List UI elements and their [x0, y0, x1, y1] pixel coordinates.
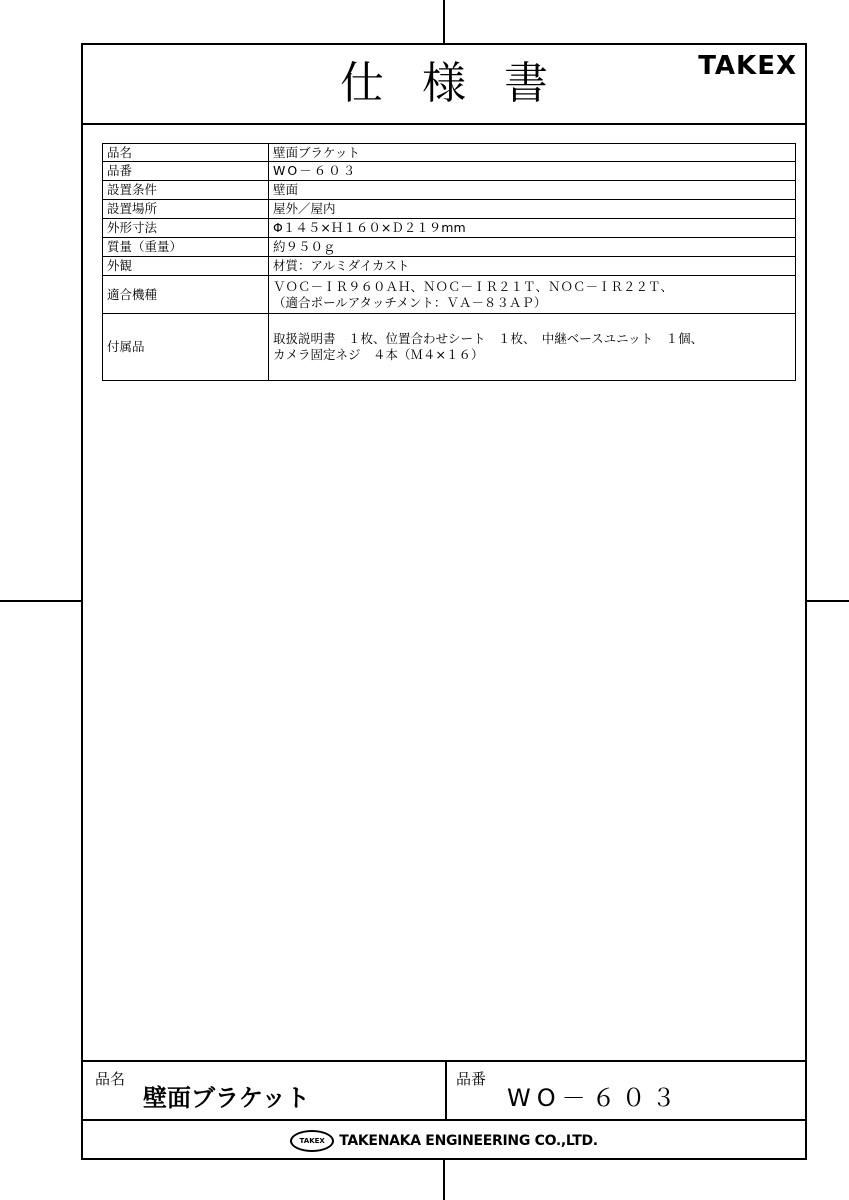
- title-block: [83, 1060, 805, 1121]
- table-row: [103, 200, 796, 219]
- title-block-divider: [445, 1062, 447, 1119]
- spec-key: 外形寸法: [103, 219, 269, 238]
- spec-value: Φ１４５×Ｈ１６０×Ｄ２１９mm: [269, 219, 796, 238]
- spec-key: 品番: [103, 162, 269, 181]
- document-title: 仕 様 書: [340, 58, 560, 109]
- product-number-value: WO－６０３: [507, 1084, 682, 1112]
- spec-table: [102, 143, 796, 381]
- spec-value: ＶＯＣ－ＩＲ９６０ＡＨ、ＮＯＣ－ＩＲ２１Ｔ、ＮＯＣ－ＩＲ２２Ｔ、 （適合ポールアタッチメント：ＶＡ－８３ＡＰ）: [269, 276, 796, 314]
- table-row: [103, 162, 796, 181]
- company-footer: [83, 1121, 805, 1160]
- spec-value: 壁面: [269, 181, 796, 200]
- table-row: [103, 219, 796, 238]
- title-band: [83, 45, 805, 125]
- spec-value: 材質：アルミダイカスト: [269, 257, 796, 276]
- table-row: [103, 144, 796, 162]
- spec-key: 質量（重量）: [103, 238, 269, 257]
- spec-value: 屋外／屋内: [269, 200, 796, 219]
- crop-mark-right: [807, 600, 849, 602]
- crop-mark-top: [443, 0, 445, 43]
- product-number-label: 品番: [456, 1070, 487, 1088]
- spec-value: WO－６０３: [269, 162, 796, 181]
- document-frame: [81, 43, 807, 1160]
- table-row: [103, 314, 796, 381]
- spec-key: 外観: [103, 257, 269, 276]
- spec-value: 取扱説明書 １枚、位置合わせシート １枚、 中継ベースユニット １個、 カメラ固定ネジ ４本（Ｍ４×１６）: [269, 314, 796, 381]
- brand-logo: TAKEX: [698, 51, 797, 81]
- spec-key: 適合機種: [103, 276, 269, 314]
- spec-value: 壁面ブラケット: [269, 144, 796, 162]
- product-name-value: 壁面ブラケット: [143, 1084, 310, 1112]
- company-name: TAKENAKA ENGINEERING CO.,LTD.: [339, 1132, 598, 1149]
- spec-key: 設置場所: [103, 200, 269, 219]
- table-row: [103, 276, 796, 314]
- crop-mark-bottom: [443, 1160, 445, 1200]
- spec-key: 付属品: [103, 314, 269, 381]
- table-row: [103, 257, 796, 276]
- crop-mark-left: [0, 600, 81, 602]
- table-row: [103, 238, 796, 257]
- table-row: [103, 181, 796, 200]
- spec-key: 設置条件: [103, 181, 269, 200]
- spec-value: 約９５０ｇ: [269, 238, 796, 257]
- company-logo-icon: TAKEX: [290, 1130, 334, 1152]
- product-name-label: 品名: [95, 1070, 126, 1088]
- spec-key: 品名: [103, 144, 269, 162]
